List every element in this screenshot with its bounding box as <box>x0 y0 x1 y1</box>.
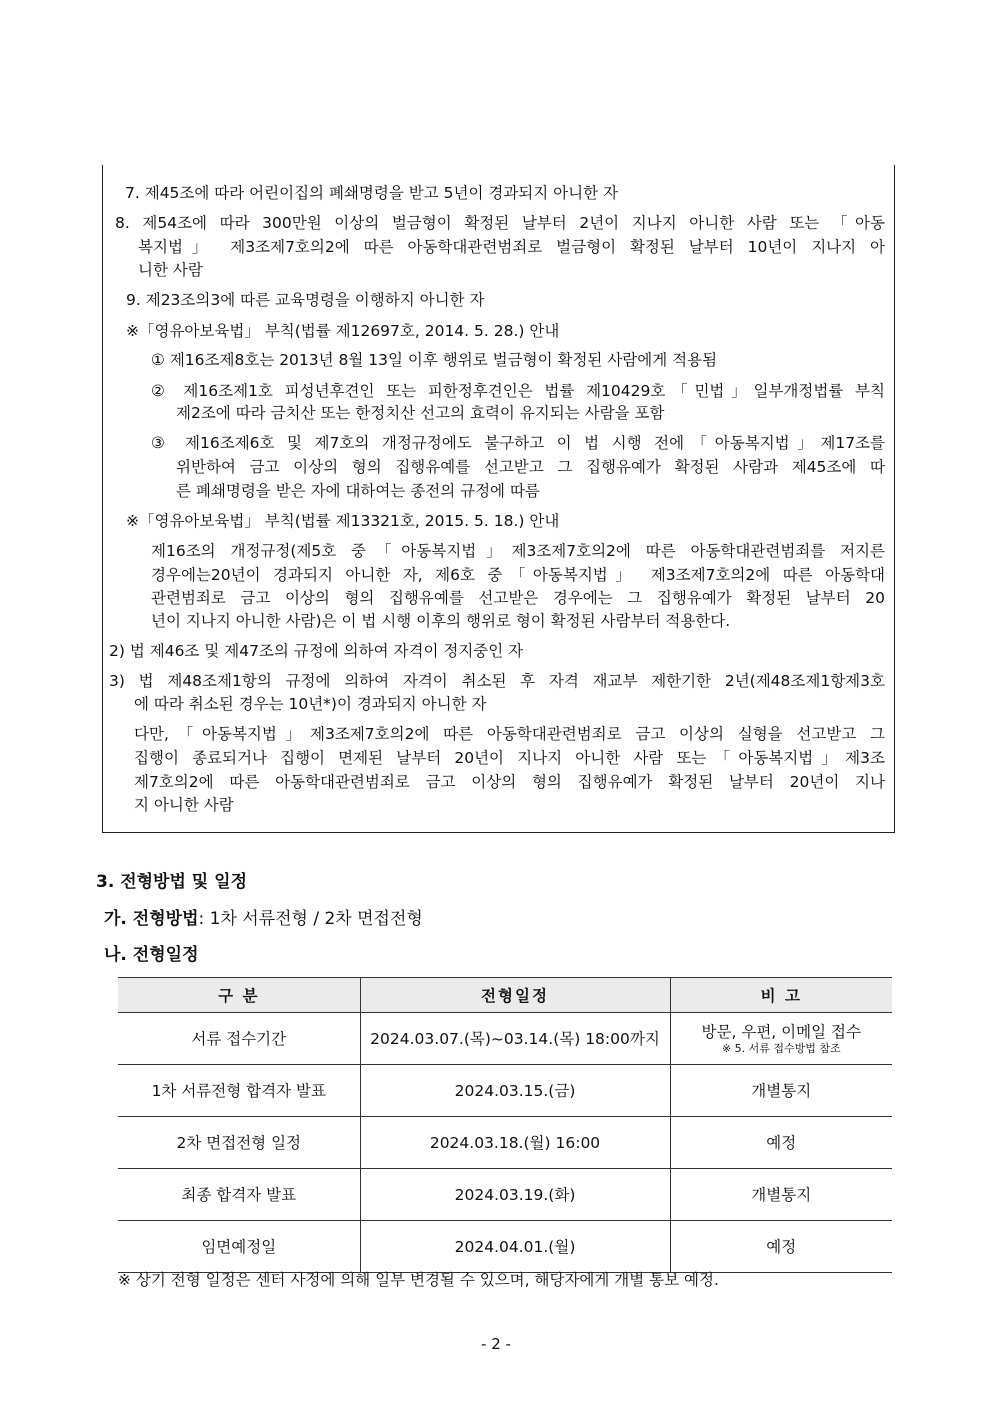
table-row <box>118 1117 892 1169</box>
box-line: 경우에는20년이 경과되지 아니한 자, 제6호 중「아동복지법」 제3조제7호의2에 따른 아동학대 <box>151 566 885 584</box>
cell-category: 최종 합격자 발표 <box>118 1169 360 1221</box>
table-row <box>118 1169 892 1221</box>
box-line: 8. 제54조에 따라 300만원 이상의 벌금형이 확정된 날부터 2년이 지나지 아니한 사람 또는 「아동 <box>115 214 885 232</box>
cell-remarks <box>670 1013 892 1065</box>
remarks-text: 방문, 우편, 이메일 접수 <box>701 1022 861 1041</box>
box-line: ③ 제16조제6호 및 제7호의 개정규정에도 불구하고 이 법 시행 전에「아동복지법」제17조를 <box>151 434 885 452</box>
cell-category: 서류 접수기간 <box>118 1013 360 1065</box>
schedule-heading <box>104 940 199 965</box>
cell-schedule: 2024.03.18.(월) 16:00 <box>360 1117 670 1169</box>
table-row <box>118 1013 892 1065</box>
cell-schedule: 2024.03.19.(화) <box>360 1169 670 1221</box>
box-line: 7. 제45조에 따라 어린이집의 폐쇄명령을 받고 5년이 경과되지 아니한 자 <box>125 184 618 202</box>
cell-schedule: 2024.04.01.(월) <box>360 1221 670 1273</box>
cell-category: 2차 면접전형 일정 <box>118 1117 360 1169</box>
box-line: ※「영유아보육법」 부칙(법률 제13321호, 2015. 5. 18.) 안내 <box>126 512 560 530</box>
cell-remarks: 개별통지 <box>670 1169 892 1221</box>
box-line: 른 폐쇄명령을 받은 자에 대하여는 종전의 규정에 따름 <box>176 482 540 500</box>
box-line: 제7호의2에 따른 아동학대관련범죄로 금고 이상의 형의 집행유예가 확정된 날부터 20년이 지나 <box>134 773 885 791</box>
box-line: 니한 사람 <box>138 261 203 279</box>
box-line: 위반하여 금고 이상의 형의 집행유예를 선고받고 그 집행유예가 확정된 사람과 제45조에 따 <box>176 458 885 476</box>
schedule-note: ※ 상기 전형 일정은 센터 사정에 의해 일부 변경될 수 있으며, 해당자에게 개별 통보 예정. <box>118 1271 719 1289</box>
box-line: 관련범죄로 금고 이상의 형의 집행유예를 선고받은 경우에는 그 집행유예가 확정된 날부터 20 <box>151 589 885 607</box>
cell-schedule: 2024.03.15.(금) <box>360 1065 670 1117</box>
box-line: 2) 법 제46조 및 제47조의 규정에 의하여 자격이 정지중인 자 <box>109 642 524 660</box>
method-label: 가. 전형방법 <box>104 909 199 929</box>
header-remarks: 비 고 <box>670 978 892 1013</box>
box-line: 집행이 종료되거나 집행이 면제된 날부터 20년이 지나지 아니한 사람 또는「아동복지법」제3조 <box>134 749 885 767</box>
box-line: 9. 제23조의3에 따른 교육명령을 이행하지 아니한 자 <box>126 291 485 309</box>
box-line: 제16조의 개정규정(제5호 중「아동복지법」제3조제7호의2에 따른 아동학대관련범죄를 저지른 <box>151 542 885 560</box>
table-row <box>118 1221 892 1273</box>
header-category: 구 분 <box>118 978 360 1013</box>
cell-remarks: 예정 <box>670 1117 892 1169</box>
cell-schedule: 2024.03.07.(목)~03.14.(목) 18:00까지 <box>360 1013 670 1065</box>
box-line: 복지법」 제3조제7호의2에 따른 아동학대관련범죄로 벌금형이 확정된 날부터 10년이 지나지 아 <box>138 238 885 256</box>
cell-category: 임면예정일 <box>118 1221 360 1273</box>
box-line: 지 아니한 사람 <box>134 796 234 814</box>
header-schedule: 전형일정 <box>360 978 670 1013</box>
box-line: 에 따라 취소된 경우는 10년*)이 경과되지 아니한 자 <box>134 695 487 713</box>
box-line: 년이 지나지 아니한 사람)은 이 법 시행 이후의 행위로 형이 확정된 사람부터 적용한다. <box>151 612 731 630</box>
schedule-table <box>118 977 892 1273</box>
table-header-row <box>118 978 892 1013</box>
page-number: - 2 - <box>481 1335 511 1353</box>
schedule-label: 나. 전형일정 <box>104 945 199 965</box>
table-row <box>118 1065 892 1117</box>
cell-category: 1차 서류전형 합격자 발표 <box>118 1065 360 1117</box>
cell-remarks: 개별통지 <box>670 1065 892 1117</box>
box-line: 다만,「아동복지법」제3조제7호의2에 따른 아동학대관련범죄로 금고 이상의 실형을 선고받고 그 <box>134 725 885 743</box>
section-heading: 3. 전형방법 및 일정 <box>96 872 247 892</box>
method-text: : 1차 서류전형 / 2차 면접전형 <box>198 909 423 929</box>
cell-remarks: 예정 <box>670 1221 892 1273</box>
box-line: ① 제16조제8호는 2013년 8월 13일 이후 행위로 벌금형이 확정된 사람에게 적용됨 <box>151 351 718 369</box>
box-line: 3) 법 제48조제1항의 규정에 의하여 자격이 취소된 후 자격 재교부 제한기한 2년(제48조제1항제3호 <box>109 672 885 690</box>
box-line: 제2조에 따라 금치산 또는 한정치산 선고의 효력이 유지되는 사람을 포함 <box>176 404 665 422</box>
method-line <box>104 904 423 929</box>
box-line: ※「영유아보육법」 부칙(법률 제12697호, 2014. 5. 28.) 안내 <box>126 322 560 340</box>
box-line: ② 제16조제1호 피성년후견인 또는 피한정후견인은 법률 제10429호「민법」일부개정법률 부칙 <box>151 382 885 400</box>
remarks-small-note: ※ 5. 서류 접수방법 참조 <box>721 1041 841 1055</box>
